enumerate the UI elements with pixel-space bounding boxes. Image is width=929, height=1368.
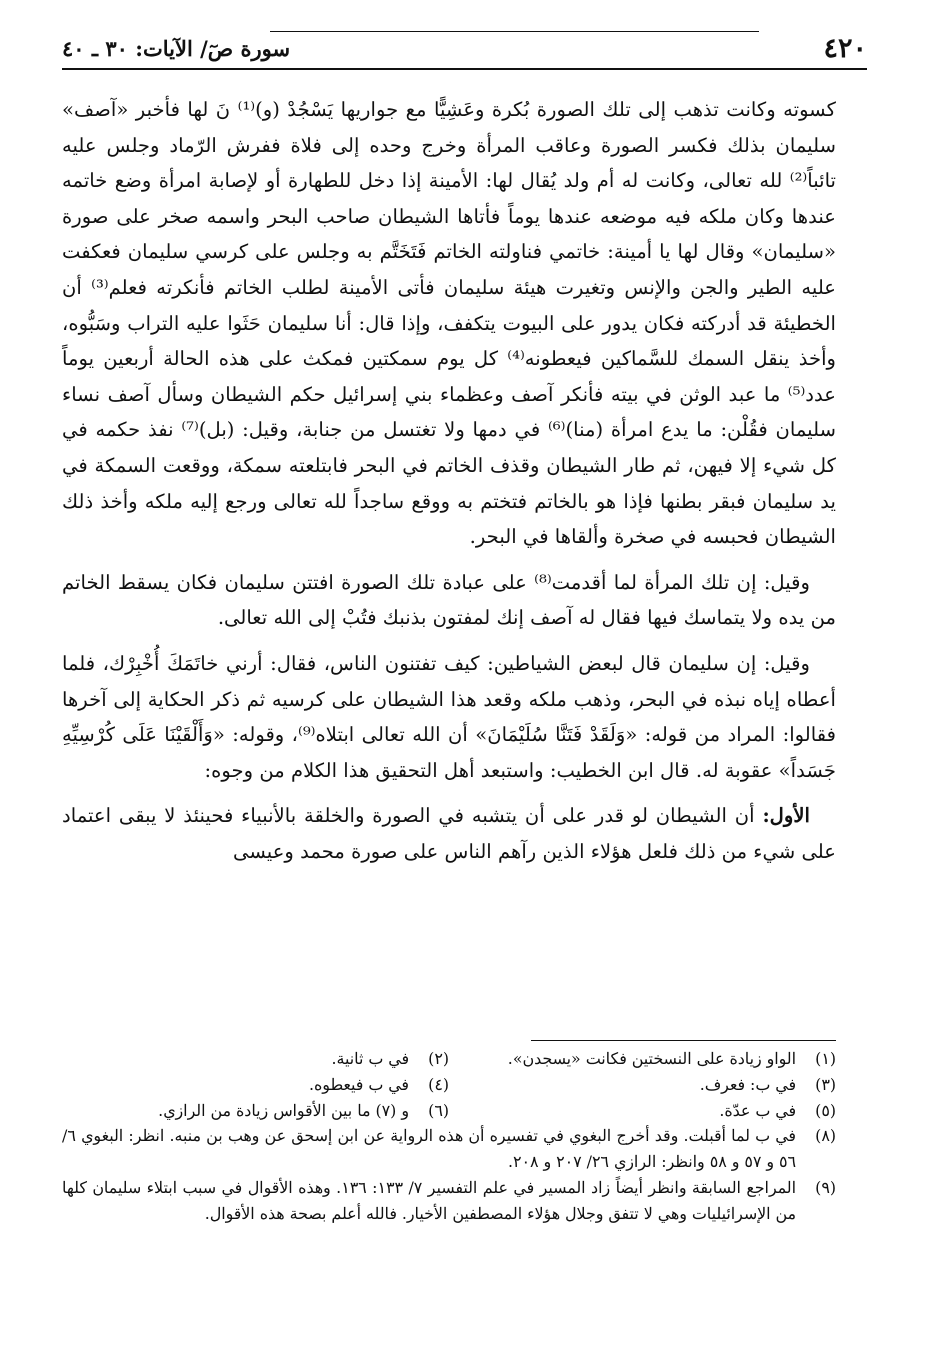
footnote: [62, 1175, 836, 1227]
footnote-text: الواو زيادة على النسختين فكانت «يسجدن».: [507, 1049, 796, 1068]
page-number: ٤٢٠: [823, 32, 867, 64]
footnote-number: (٨): [815, 1126, 836, 1146]
running-head: سورة صٓ/ الآيات: ٣٠ ـ ٤٠: [62, 35, 291, 61]
footnote-text: و (٧) ما بين الأقواس زيادة من الرازي.: [158, 1100, 409, 1120]
footnote-separator: [531, 1040, 836, 1041]
paragraph: [62, 92, 836, 555]
footnote-text: في ب عدّة.: [719, 1100, 796, 1120]
footnotes: [62, 1046, 836, 1227]
footnote-number: (٦): [428, 1100, 449, 1120]
footnote-text: المراجع السابقة وانظر أيضاً زاد المسير في علم التفسير ٧/ ١٣٣: ١٣٦. وهذه الأقوال في سبب ابتلاء سليمان كلها من الإسرائيليات وهي لا تتفق وجلال هؤلاء المصطفين الأخيار. فالله أعلم بصحة هذه الأقوال.: [62, 1177, 796, 1223]
paragraph-text: أن الشيطان لو قدر على أن يتشبه في الصورة والخلقة بالأنبياء فحينئذ لا يبقى اعتماد على شيء من ذلك فلعل هؤلاء الذين رآهم الناس على صورة محمد وعيسى: [62, 804, 836, 863]
paragraph-text: كسوته وكانت تذهب إلى تلك الصورة بُكرة وعَشِيًّا مع جواريها يَسْجُدْ (و)⁽¹⁾ نَ لها فأخبر «آصف» سليمان بذلك فكسر الصورة وعاقب المرأة وخرج وحده إلى فلاة ففرش الرّماد وجلس عليه تائباً⁽²⁾ لله تعالى، وكانت له أم ولد يُقال لها: الأمينة إذا دخل للطهارة أو لإصابة امرأة وضع خاتمه عندها وكان ملكه فيه موضعه عندها يوماً فأتاها الشيطان صاحب البحر واسمه صخر على صورة «سليمان» وقال لها يا أمينة: خاتمي فناولته الخاتم فَتَخَتَّم به وجلس على كرسي سليمان فعكفت عليه الطير والجن والإنس وتغيرت هيئة سليمان فأتى الأمينة لطلب الخاتم فأنكرته فعلم⁽³⁾ أن الخطيئة قد أدركته فكان يدور على البيوت يتكفف، وإذا قال: أنا سليمان حَثَوا عليه التراب وسَبُّوه، وأخذ ينقل السمك للسَّماكين فيعطونه⁽⁴⁾ كل يوم سمكتين فمكث على هذه الحالة أربعين يوماً عدد⁽⁵⁾ ما عبد الوثن في بيته فأنكر آصف وعظماء بني إسرائيل حكم الشيطان وسأل آصف نساء سليمان فقُلْن: ما يدع امرأة (منا)⁽⁶⁾ في دمها ولا تغتسل من جنابة، وقيل: (بل)⁽⁷⁾ نفذ حكمه في كل شيء إلا فيهن، ثم طار الشيطان وقذف الخاتم في البحر فابتلعته سمكة، ووقعت السمكة في يد سليمان فبقر بطنها فإذا هو بالخاتم فتختم به ووقع ساجداً لله تعالى ورجع إليه ملكه وأخذ ذلك الشيطان فحبسه في صخرة وألقاها في البحر.: [62, 98, 836, 549]
footnote: [449, 1098, 836, 1124]
footnote: [449, 1072, 836, 1098]
footnote-text: في ب ثانية.: [331, 1049, 409, 1068]
footnote-number: (٤): [428, 1074, 449, 1094]
paragraph-lead: الأول:: [762, 804, 810, 828]
footnote: [62, 1123, 836, 1175]
footnote-number: (٩): [815, 1177, 836, 1197]
footnote: [62, 1072, 449, 1098]
main-text: [62, 92, 836, 879]
footnote-text: في ب فيعطوه.: [309, 1074, 409, 1094]
footnote-number: (١): [815, 1049, 836, 1068]
footnote: [62, 1098, 449, 1124]
footnote-row: [62, 1098, 836, 1124]
footnote-text: في ب لما أقبلت. وقد أخرج البغوي في تفسيره أن هذه الرواية عن ابن إسحق عن وهب بن منبه. انظر: البغوي ٦/ ٥٦ و ٥٧ و ٥٨ وانظر: الرازي ٢٦/ ٢٠٧ و ٢٠٨.: [62, 1126, 796, 1172]
footnote-text: في ب: فعرف.: [699, 1074, 796, 1094]
footnote-row: [62, 1046, 836, 1072]
header-rule: [270, 31, 759, 32]
footnote-row: [62, 1072, 836, 1098]
paragraph: [62, 565, 836, 636]
paragraph: [62, 646, 836, 788]
paragraph: [62, 798, 836, 869]
footnote: [62, 1046, 449, 1072]
footnote-number: (٣): [815, 1074, 836, 1094]
page-header: [62, 28, 867, 70]
footnote-number: (٢): [428, 1049, 449, 1068]
paragraph-text: وقيل: إن تلك المرأة لما أقدمت⁽⁸⁾ على عبادة تلك الصورة افتتن سليمان فكان يسقط الخاتم من يده ولا يتماسك فيها فقال له آصف إنك لمفتون بذنبك فتُبْ إلى الله تعالى.: [62, 570, 836, 630]
paragraph-text: وقيل: إن سليمان قال لبعض الشياطين: كيف تفتنون الناس، فقال: أرني خاتَمَكَ أُخْبِرْك، فلما أعطاه إياه نبذه في البحر، وذهب ملكه وقعد هذا الشيطان على كرسيه ثم ذكر الحكاية إلى آخرها فقالوا: المراد من قوله: «وَلَقَدْ فَتَنَّا سُلَيْمَانَ» أن الله تعالى ابتلاه⁽⁹⁾، وقوله: «وَأَلْقَيْنَا عَلَى كُرْسِيِّهِ جَسَداً» عقوبة له. قال ابن الخطيب: واستبعد أهل التحقيق هذا الكلام من وجوه:: [62, 651, 836, 782]
footnote-number: (٥): [815, 1100, 836, 1120]
footnote: [449, 1046, 836, 1072]
